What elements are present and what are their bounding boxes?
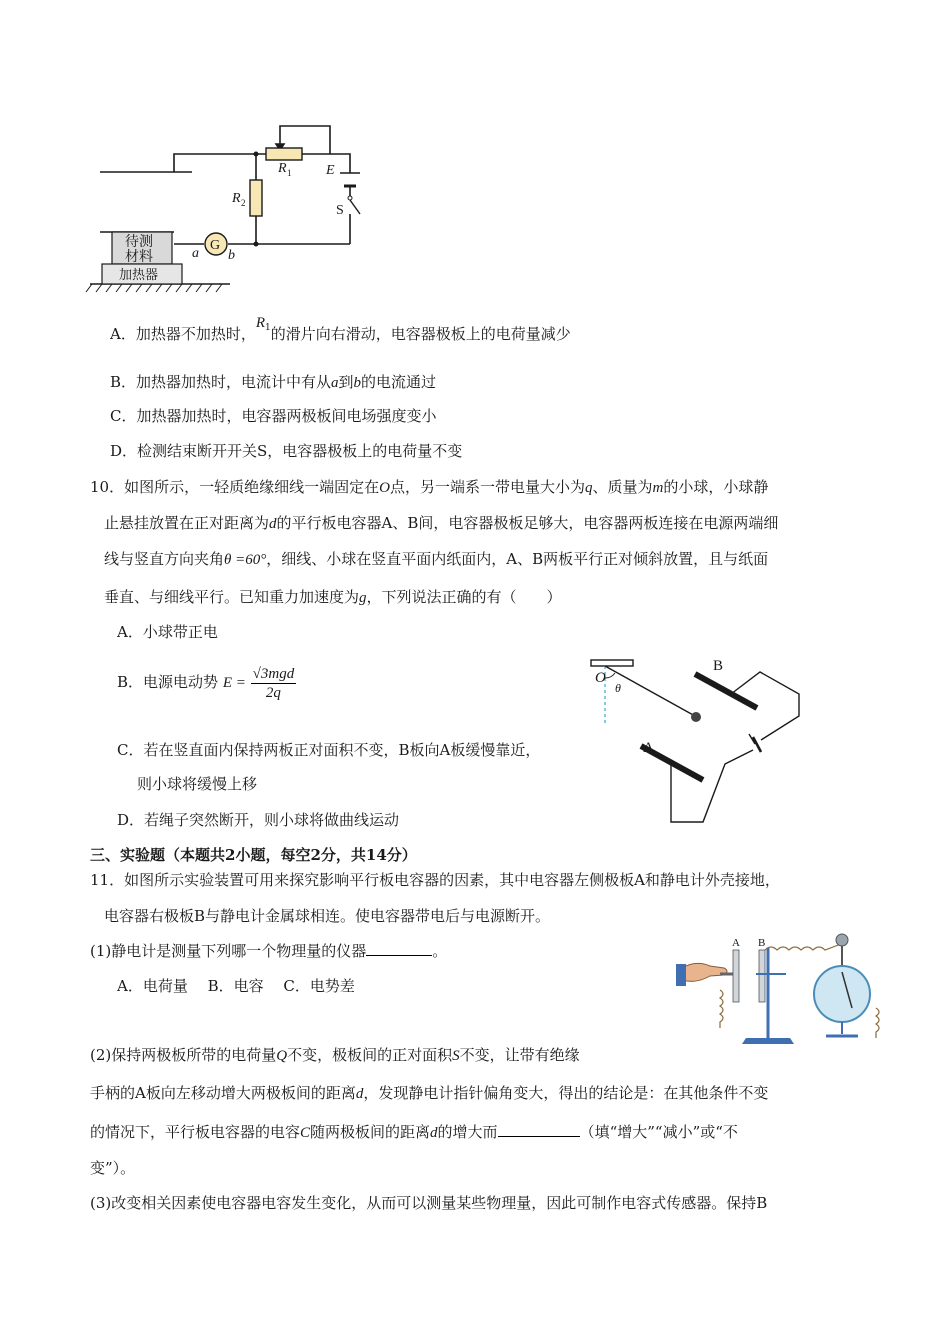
svg-text:1: 1	[287, 168, 292, 178]
q10-option-b: B．电源电动势 E = $\frac{\text{√3mgd}}{2q}$	[117, 665, 295, 701]
circuit-diagram	[82, 118, 382, 298]
electrometer-apparatus	[676, 928, 890, 1050]
svg-text:B: B	[758, 937, 766, 949]
capacitor-pendulum-diagram	[585, 652, 810, 842]
q11-part2-line4: 变”）。	[90, 1159, 136, 1177]
answer-blank-2[interactable]	[498, 1122, 580, 1137]
svg-text:材料: 材料	[125, 250, 153, 265]
answer-blank-1[interactable]	[366, 941, 432, 956]
svg-text:A: A	[732, 937, 740, 949]
q11-part2-line2: 手柄的A板向左移动增大两极板间的距离d，发现静电计指针偏角变大，得出的结论是：在其他条件不变	[90, 1084, 769, 1102]
q10-stem-line3: 线与竖直方向夹角θ =60°，细线、小球在竖直平面内纸面内，A、B两板平行正对倾斜放置，且与纸面	[104, 550, 769, 568]
svg-text:待测: 待测	[125, 235, 153, 250]
section-3-heading: 三、实验题（本题共2小题，每空2分，共14分）	[90, 846, 417, 864]
q11-part1-options: A．电荷量 B．电容 C．电势差	[117, 977, 355, 995]
q10-stem-line2: 止悬挂放置在正对距离为d的平行板电容器A、B间，电容器极板足够大，电容器两板连接在电源两端细	[104, 514, 779, 532]
svg-text:E: E	[326, 163, 335, 178]
resistor-r2	[250, 180, 262, 216]
q9-option-c: C．加热器加热时，电容器两极板间电场强度变小	[110, 407, 437, 425]
q10-stem-line1: 10．如图所示，一轻质绝缘细线一端固定在O点，另一端系一带电量大小为q、质量为m的小球，小球静	[90, 478, 769, 496]
svg-text:2: 2	[241, 198, 246, 208]
svg-text:a: a	[192, 246, 199, 261]
svg-text:R: R	[278, 161, 287, 176]
q10-option-d: D．若绳子突然断开，则小球将做曲线运动	[117, 811, 400, 829]
svg-text:b: b	[228, 248, 235, 263]
q9-option-a: A．加热器不加热时，$R^1$的滑片向右滑动，电容器极板上的电荷量减少	[110, 315, 571, 343]
resistor-r1	[266, 148, 302, 160]
q10-option-a: A．小球带正电	[117, 623, 218, 641]
svg-text:G: G	[210, 238, 221, 253]
q11-stem-line1: 11．如图所示实验装置可用来探究影响平行板电容器的因素，其中电容器左侧极板A和静电计外壳接地，	[90, 871, 780, 889]
q11-part2-line3: 的情况下，平行板电容器的电容C随两极板间的距离d的增大而 （填“增大”“减小”或“不	[90, 1123, 738, 1141]
q10-stem-line4: 垂直、与细线平行。已知重力加速度为g，下列说法正确的有（ ）	[104, 588, 562, 606]
svg-text:A: A	[643, 740, 654, 756]
apparatus-plate-b	[759, 950, 765, 1002]
svg-text:O: O	[595, 670, 606, 686]
svg-text:R: R	[232, 191, 241, 206]
svg-text:θ: θ	[615, 681, 621, 695]
q9-option-d: D．检测结束断开开关S，电容器极板上的电荷量不变	[110, 442, 463, 460]
svg-text:B: B	[713, 658, 724, 674]
svg-text:S: S	[336, 203, 344, 218]
plate-b	[695, 674, 757, 708]
q10-option-c-line2: 则小球将缓慢上移	[137, 775, 258, 793]
apparatus-plate-a	[733, 950, 739, 1002]
q9-option-b: B．加热器加热时，电流计中有从a到b的电流通过	[110, 373, 437, 391]
q11-part2-line1: (2)保持两极板所带的电荷量Q不变，极板间的正对面积S不变，让带有绝缘	[90, 1046, 580, 1064]
q11-part1: (1)静电计是测量下列哪一个物理量的仪器 。	[90, 942, 448, 960]
svg-text:加热器: 加热器	[119, 267, 159, 282]
q11-part3: (3)改变相关因素使电容器电容发生变化，从而可以测量某些物理量，因此可制作电容式传感器。保持B	[90, 1194, 768, 1212]
q10-option-c-line1: C．若在竖直面内保持两板正对面积不变，B板向A板缓慢靠近，	[117, 741, 541, 759]
q11-stem-line2: 电容器右极板B与静电计金属球相连。使电容器带电后与电源断开。	[104, 907, 551, 925]
emf-fraction: $\frac{\text{√3mgd}}{2q}$	[252, 665, 295, 701]
charged-ball	[691, 712, 701, 722]
